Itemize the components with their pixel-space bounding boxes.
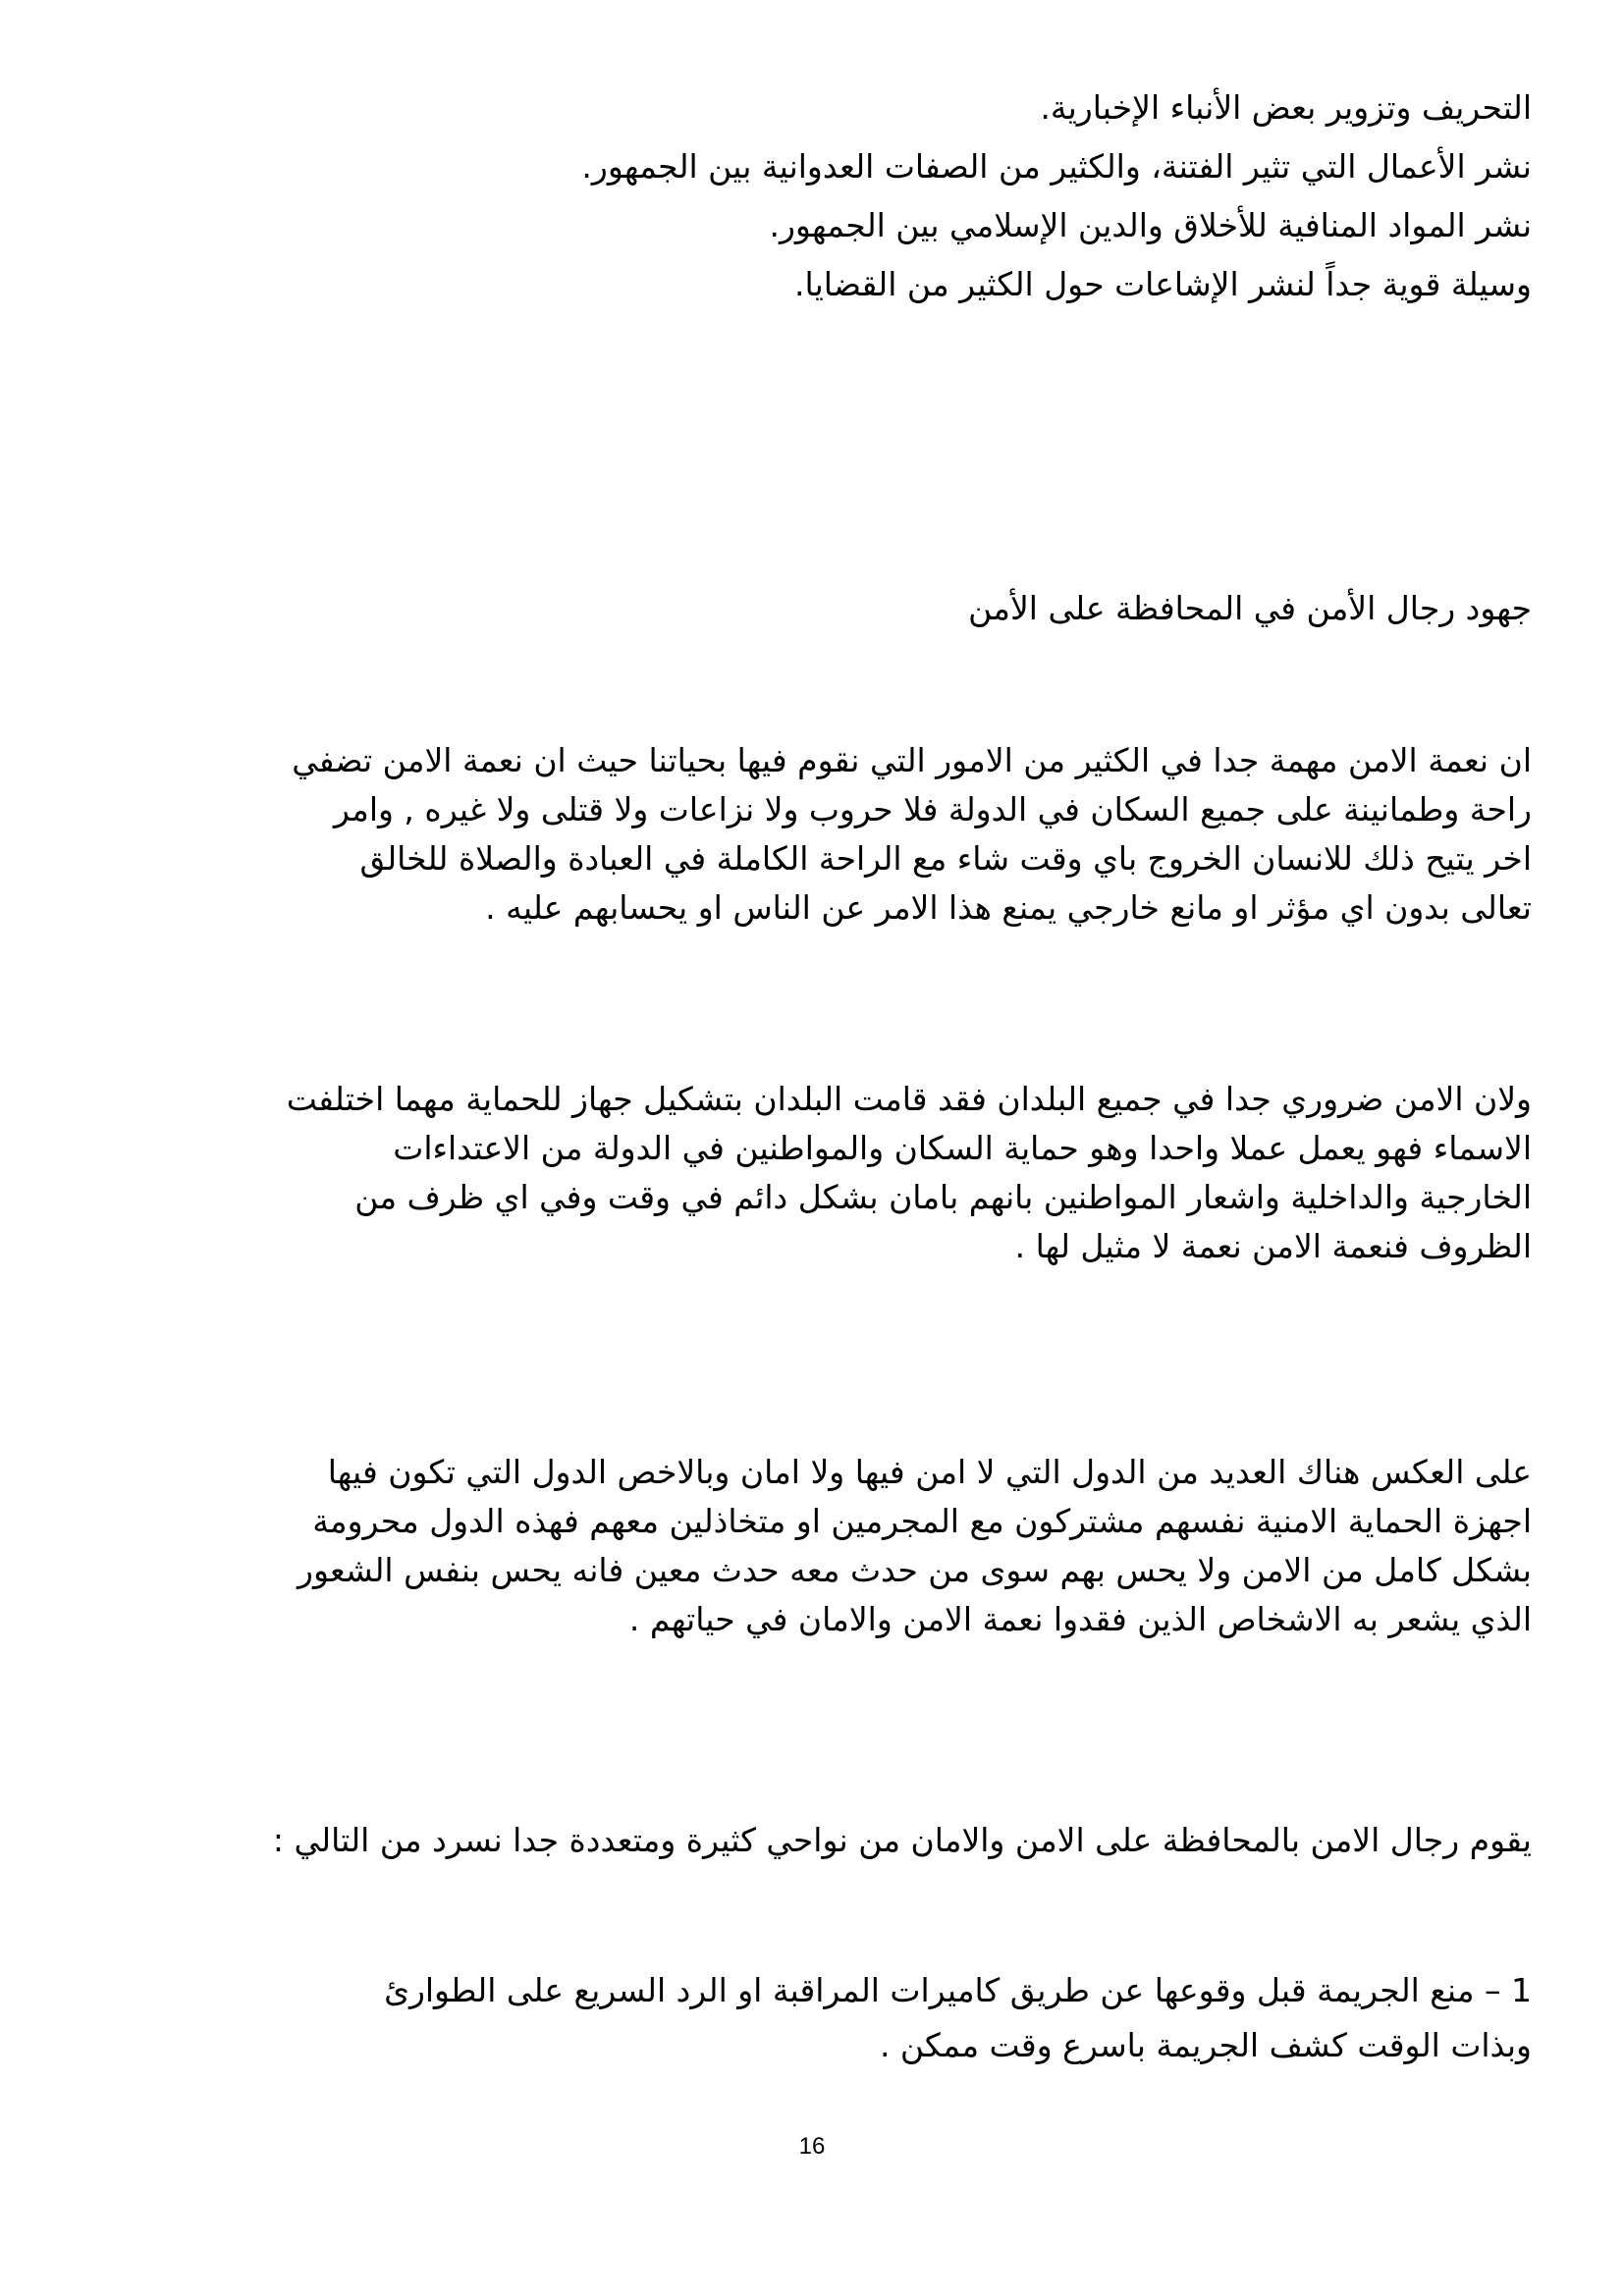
numbered-item-line: 1 – منع الجريمة قبل وقوعها عن طريق كاميرات المراقبة او الرد السريع على الطوارئ — [384, 1971, 1532, 2009]
paragraph-line: تعالى بدون اي مؤثر او مانع خارجي يمنع هذا الامر عن الناس او يحسابهم عليه . — [485, 888, 1532, 927]
list-line: نشر الأعمال التي تثير الفتنة، والكثير من الصفات العدوانية بين الجمهور. — [581, 147, 1532, 186]
paragraph-line: على العكس هناك العديد من الدول التي لا امن فيها ولا امان وبالاخص الدول التي تكون فيها — [327, 1453, 1532, 1491]
paragraph-line: راحة وطمانينة على جميع السكان في الدولة فلا حروب ولا نزاعات ولا قتلى ولا غيره , وامر — [333, 790, 1532, 828]
list-block — [581, 79, 1532, 314]
list-line: نشر المواد المنافية للأخلاق والدين الإسلامي بين الجمهور. — [769, 206, 1532, 244]
paragraph-line: الاسماء فهو يعمل عملا واحدا وهو حماية السكان والمواطنين في الدولة من الاعتداءات — [393, 1129, 1532, 1167]
paragraph-line: بشكل كامل من الامن ولا يحس بهم سوى من حدث معه حدث معين فانه يحس بنفس الشعور — [298, 1551, 1532, 1589]
paragraph — [298, 1448, 1532, 1644]
section-heading — [968, 579, 1532, 638]
paragraph-line: ولان الامن ضروري جدا في جميع البلدان فقد قامت البلدان بتشكيل جهاز للحماية مهما اختلفت — [286, 1080, 1532, 1118]
list-line: وسيلة قوية جداً لنشر الإشاعات حول الكثير من القضايا. — [794, 265, 1532, 303]
intro-line: يقوم رجال الامن بالمحافظة على الامن والامان من نواحي كثيرة ومتعددة جدا نسرد من التالي : — [272, 1821, 1532, 1859]
paragraph-line: الذي يشعر به الاشخاص الذين فقدوا نعمة الامن والامان في حياتهم . — [628, 1600, 1532, 1638]
numbered-item — [384, 1963, 1532, 2073]
list-line: التحريف وتزوير بعض الأنباء الإخبارية. — [1040, 88, 1532, 127]
numbered-item-line: وبذات الوقت كشف الجريمة باسرع وقت ممكن . — [879, 2026, 1532, 2064]
intro-paragraph — [273, 1811, 1532, 1870]
heading-text: جهود رجال الأمن في المحافظة على الأمن — [968, 589, 1532, 627]
paragraph-line: ان نعمة الامن مهمة جدا في الكثير من الامور التي نقوم فيها بحياتنا حيث ان نعمة الامن تضفي — [292, 741, 1532, 779]
paragraph-line: اخر يتيح ذلك للانسان الخروج باي وقت شاء مع الراحة الكاملة في العبادة والصلاة للخالق — [359, 839, 1532, 878]
paragraph-line: اجهزة الحماية الامنية نفسهم مشتركون مع المجرمين او متخاذلين معهم فهذه الدول محرومة — [312, 1502, 1532, 1540]
paragraph-line: الظروف فنعمة الامن نعمة لا مثيل لها . — [1014, 1227, 1532, 1265]
paragraph-line: الخارجية والداخلية واشعار المواطنين بانهم بامان بشكل دائم في وقت وفي اي ظرف من — [354, 1178, 1532, 1216]
paragraph — [292, 736, 1532, 933]
page-number: 16 — [798, 2133, 826, 2160]
paragraph — [287, 1075, 1532, 1271]
